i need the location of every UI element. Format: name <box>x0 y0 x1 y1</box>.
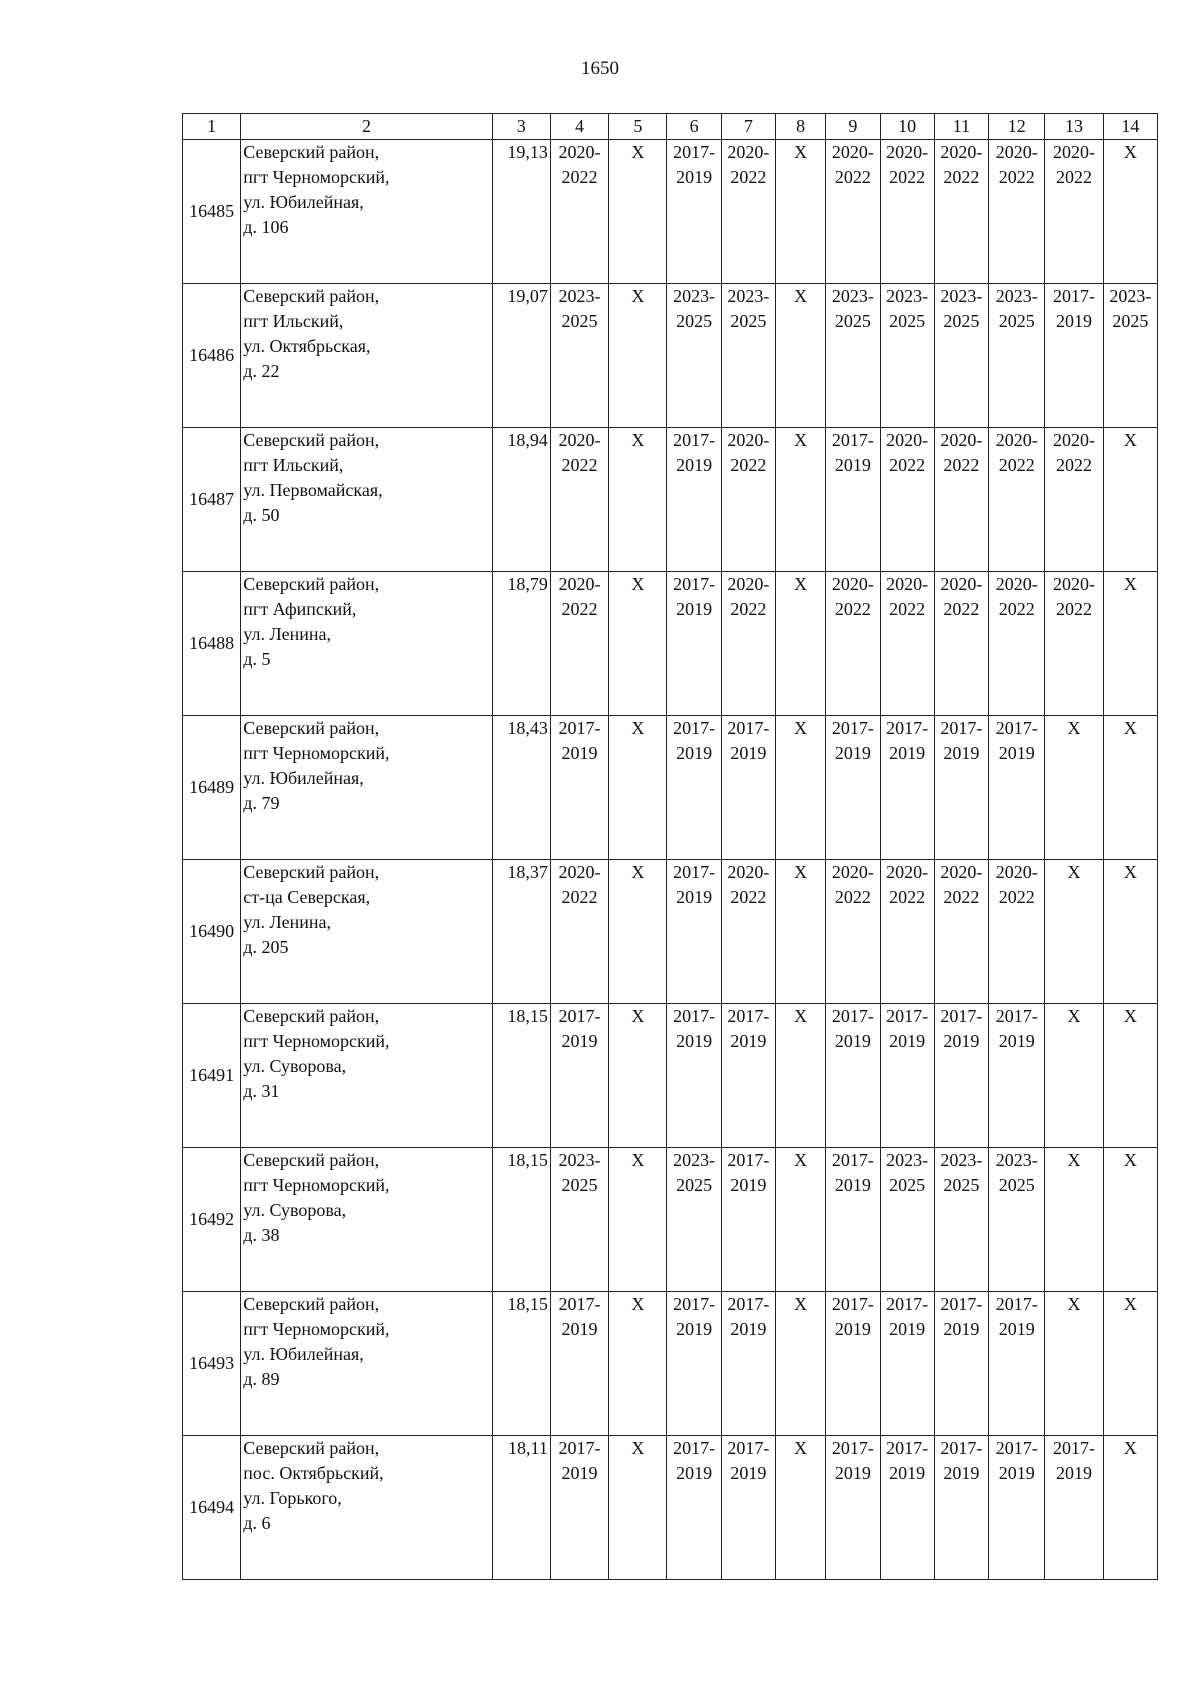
address-line: ул. Суворова, <box>243 1056 347 1076</box>
address-line: ул. Горького, <box>243 1488 342 1508</box>
period-cell: 2017- 2019 <box>880 1004 934 1148</box>
address-line: д. 31 <box>243 1081 280 1101</box>
period-cell: X <box>776 428 826 572</box>
period-cell: 2017- 2019 <box>721 1004 775 1148</box>
table-row <box>183 284 1158 428</box>
table-row <box>183 140 1158 284</box>
period-cell: X <box>776 140 826 284</box>
period-cell: X <box>776 572 826 716</box>
period-cell: 2017- 2019 <box>667 428 721 572</box>
column-header: 9 <box>826 114 880 140</box>
period-cell: X <box>1045 716 1103 860</box>
address-line: д. 89 <box>243 1369 280 1389</box>
period-cell: X <box>1045 1148 1103 1292</box>
table-row <box>183 1436 1158 1580</box>
value-cell: 18,79 <box>492 572 550 716</box>
address-line: пгт Черноморский, <box>243 1319 390 1339</box>
period-cell: 2023- 2025 <box>934 1148 988 1292</box>
period-cell: X <box>776 716 826 860</box>
value-cell: 18,15 <box>492 1004 550 1148</box>
address-cell <box>241 1292 492 1436</box>
period-cell: 2020- 2022 <box>550 428 608 572</box>
period-cell: 2017- 2019 <box>721 716 775 860</box>
period-cell: 2020- 2022 <box>880 428 934 572</box>
period-cell: 2023- 2025 <box>880 1148 934 1292</box>
address-line: ул. Октябрьская, <box>243 336 371 356</box>
address-cell <box>241 572 492 716</box>
period-cell: 2017- 2019 <box>667 1436 721 1580</box>
period-cell: X <box>609 860 667 1004</box>
register-table <box>182 113 1158 1580</box>
column-header: 1 <box>183 114 241 140</box>
period-cell: 2017- 2019 <box>721 1436 775 1580</box>
column-header: 7 <box>721 114 775 140</box>
period-cell: 2023- 2025 <box>550 1148 608 1292</box>
period-cell: X <box>1103 1004 1157 1148</box>
address-cell <box>241 1004 492 1148</box>
period-cell: 2017- 2019 <box>989 1292 1045 1436</box>
period-cell: X <box>1103 716 1157 860</box>
period-cell: X <box>609 1148 667 1292</box>
period-cell: 2020- 2022 <box>989 140 1045 284</box>
period-cell: 2017- 2019 <box>1045 284 1103 428</box>
address-line: д. 79 <box>243 793 280 813</box>
period-cell: 2017- 2019 <box>721 1292 775 1436</box>
row-number: 16491 <box>183 1004 241 1148</box>
period-cell: 2017- 2019 <box>1045 1436 1103 1580</box>
period-cell: 2020- 2022 <box>826 860 880 1004</box>
page-number: 1650 <box>581 58 619 79</box>
period-cell: X <box>609 1292 667 1436</box>
period-cell: 2017- 2019 <box>934 1436 988 1580</box>
period-cell: 2020- 2022 <box>826 140 880 284</box>
address-line: ул. Ленина, <box>243 624 331 644</box>
address-cell <box>241 284 492 428</box>
table-row <box>183 1148 1158 1292</box>
address-cell <box>241 716 492 860</box>
period-cell: 2020- 2022 <box>1045 140 1103 284</box>
address-line: Северский район, <box>243 1294 380 1314</box>
period-cell: X <box>1045 860 1103 1004</box>
value-cell: 18,15 <box>492 1148 550 1292</box>
address-line: ул. Суворова, <box>243 1200 347 1220</box>
address-line: пгт Ильский, <box>243 311 344 331</box>
row-number: 16487 <box>183 428 241 572</box>
address-line: пос. Октябрьский, <box>243 1463 384 1483</box>
period-cell: X <box>1045 1004 1103 1148</box>
period-cell: 2023- 2025 <box>934 284 988 428</box>
address-line: Северский район, <box>243 862 380 882</box>
period-cell: X <box>1103 1148 1157 1292</box>
period-cell: 2017- 2019 <box>880 1436 934 1580</box>
period-cell: 2023- 2025 <box>880 284 934 428</box>
address-line: пгт Ильский, <box>243 455 344 475</box>
period-cell: 2017- 2019 <box>667 1004 721 1148</box>
column-header: 4 <box>550 114 608 140</box>
period-cell: 2020- 2022 <box>721 428 775 572</box>
period-cell: 2023- 2025 <box>721 284 775 428</box>
period-cell: 2020- 2022 <box>934 860 988 1004</box>
column-header: 11 <box>934 114 988 140</box>
address-line: пгт Черноморский, <box>243 1175 390 1195</box>
address-line: д. 5 <box>243 649 271 669</box>
period-cell: 2023- 2025 <box>989 1148 1045 1292</box>
period-cell: X <box>1103 428 1157 572</box>
column-header: 14 <box>1103 114 1157 140</box>
period-cell: 2017- 2019 <box>826 428 880 572</box>
period-cell: 2020- 2022 <box>550 572 608 716</box>
address-line: ул. Юбилейная, <box>243 192 364 212</box>
period-cell: 2023- 2025 <box>989 284 1045 428</box>
period-cell: 2017- 2019 <box>721 1148 775 1292</box>
value-cell: 18,43 <box>492 716 550 860</box>
period-cell: 2020- 2022 <box>550 860 608 1004</box>
address-cell <box>241 1436 492 1580</box>
period-cell: 2017- 2019 <box>826 1148 880 1292</box>
period-cell: X <box>609 572 667 716</box>
value-cell: 18,94 <box>492 428 550 572</box>
period-cell: 2017- 2019 <box>826 716 880 860</box>
column-header: 13 <box>1045 114 1103 140</box>
address-line: д. 6 <box>243 1513 271 1533</box>
period-cell: 2020- 2022 <box>934 572 988 716</box>
period-cell: 2017- 2019 <box>934 1004 988 1148</box>
period-cell: 2020- 2022 <box>550 140 608 284</box>
period-cell: 2017- 2019 <box>880 1292 934 1436</box>
address-cell <box>241 428 492 572</box>
period-cell: X <box>1045 1292 1103 1436</box>
address-cell <box>241 140 492 284</box>
row-number: 16493 <box>183 1292 241 1436</box>
period-cell: 2020- 2022 <box>880 860 934 1004</box>
period-cell: X <box>1103 860 1157 1004</box>
period-cell: X <box>776 1292 826 1436</box>
period-cell: 2017- 2019 <box>934 716 988 860</box>
address-line: д. 38 <box>243 1225 280 1245</box>
period-cell: X <box>776 860 826 1004</box>
period-cell: 2017- 2019 <box>934 1292 988 1436</box>
period-cell: X <box>609 1004 667 1148</box>
row-number: 16490 <box>183 860 241 1004</box>
address-line: пгт Черноморский, <box>243 1031 390 1051</box>
address-line: Северский район, <box>243 1150 380 1170</box>
period-cell: X <box>1103 1436 1157 1580</box>
row-number: 16488 <box>183 572 241 716</box>
table-row <box>183 1292 1158 1436</box>
period-cell: 2020- 2022 <box>721 860 775 1004</box>
column-header: 2 <box>241 114 492 140</box>
address-cell <box>241 1148 492 1292</box>
value-cell: 19,07 <box>492 284 550 428</box>
period-cell: X <box>609 428 667 572</box>
address-line: Северский район, <box>243 1438 380 1458</box>
period-cell: 2020- 2022 <box>880 572 934 716</box>
value-cell: 19,13 <box>492 140 550 284</box>
period-cell: 2017- 2019 <box>826 1292 880 1436</box>
period-cell: 2020- 2022 <box>934 428 988 572</box>
row-number: 16486 <box>183 284 241 428</box>
row-number: 16492 <box>183 1148 241 1292</box>
period-cell: 2020- 2022 <box>826 572 880 716</box>
period-cell: 2020- 2022 <box>721 140 775 284</box>
address-line: ул. Первомайская, <box>243 480 383 500</box>
address-line: пгт Черноморский, <box>243 743 390 763</box>
period-cell: 2023- 2025 <box>1103 284 1157 428</box>
period-cell: 2017- 2019 <box>667 1292 721 1436</box>
period-cell: 2020- 2022 <box>1045 572 1103 716</box>
period-cell: 2017- 2019 <box>550 1292 608 1436</box>
period-cell: 2023- 2025 <box>667 284 721 428</box>
column-header: 10 <box>880 114 934 140</box>
address-line: д. 205 <box>243 937 289 957</box>
address-line: д. 50 <box>243 505 280 525</box>
period-cell: X <box>776 1004 826 1148</box>
period-cell: 2017- 2019 <box>667 860 721 1004</box>
period-cell: 2017- 2019 <box>550 1436 608 1580</box>
table-body <box>183 140 1158 1580</box>
address-line: ул. Юбилейная, <box>243 768 364 788</box>
value-cell: 18,11 <box>492 1436 550 1580</box>
row-number: 16489 <box>183 716 241 860</box>
period-cell: 2017- 2019 <box>826 1004 880 1148</box>
period-cell: 2017- 2019 <box>667 716 721 860</box>
period-cell: X <box>1103 140 1157 284</box>
period-cell: 2023- 2025 <box>667 1148 721 1292</box>
period-cell: X <box>776 1436 826 1580</box>
period-cell: X <box>776 1148 826 1292</box>
period-cell: 2020- 2022 <box>934 140 988 284</box>
address-line: д. 22 <box>243 361 280 381</box>
period-cell: 2017- 2019 <box>989 1436 1045 1580</box>
period-cell: 2017- 2019 <box>880 716 934 860</box>
period-cell: X <box>609 716 667 860</box>
column-header: 12 <box>989 114 1045 140</box>
column-header: 5 <box>609 114 667 140</box>
address-line: Северский район, <box>243 718 380 738</box>
period-cell: X <box>609 284 667 428</box>
table-row <box>183 860 1158 1004</box>
address-line: Северский район, <box>243 574 380 594</box>
address-line: Северский район, <box>243 430 380 450</box>
period-cell: 2020- 2022 <box>1045 428 1103 572</box>
address-line: пгт Афипский, <box>243 599 357 619</box>
period-cell: X <box>1103 572 1157 716</box>
header-row <box>183 114 1158 140</box>
period-cell: 2017- 2019 <box>826 1436 880 1580</box>
period-cell: X <box>776 284 826 428</box>
address-line: д. 106 <box>243 217 289 237</box>
period-cell: 2020- 2022 <box>989 860 1045 1004</box>
period-cell: 2017- 2019 <box>550 1004 608 1148</box>
address-line: ул. Ленина, <box>243 912 331 932</box>
table-row <box>183 716 1158 860</box>
address-cell <box>241 860 492 1004</box>
address-line: ст-ца Северская, <box>243 887 371 907</box>
period-cell: 2020- 2022 <box>989 428 1045 572</box>
period-cell: 2017- 2019 <box>550 716 608 860</box>
address-line: ул. Юбилейная, <box>243 1344 364 1364</box>
row-number: 16494 <box>183 1436 241 1580</box>
value-cell: 18,15 <box>492 1292 550 1436</box>
column-header: 6 <box>667 114 721 140</box>
period-cell: X <box>1103 1292 1157 1436</box>
period-cell: 2017- 2019 <box>667 140 721 284</box>
column-header: 3 <box>492 114 550 140</box>
address-line: Северский район, <box>243 286 380 306</box>
period-cell: 2017- 2019 <box>989 716 1045 860</box>
period-cell: 2020- 2022 <box>989 572 1045 716</box>
period-cell: 2023- 2025 <box>826 284 880 428</box>
address-line: пгт Черноморский, <box>243 167 390 187</box>
table-row <box>183 1004 1158 1148</box>
period-cell: X <box>609 1436 667 1580</box>
period-cell: X <box>609 140 667 284</box>
period-cell: 2017- 2019 <box>989 1004 1045 1148</box>
column-header: 8 <box>776 114 826 140</box>
value-cell: 18,37 <box>492 860 550 1004</box>
table-row <box>183 428 1158 572</box>
period-cell: 2020- 2022 <box>721 572 775 716</box>
address-line: Северский район, <box>243 1006 380 1026</box>
row-number: 16485 <box>183 140 241 284</box>
period-cell: 2020- 2022 <box>880 140 934 284</box>
address-line: Северский район, <box>243 142 380 162</box>
period-cell: 2023- 2025 <box>550 284 608 428</box>
period-cell: 2017- 2019 <box>667 572 721 716</box>
table-row <box>183 572 1158 716</box>
